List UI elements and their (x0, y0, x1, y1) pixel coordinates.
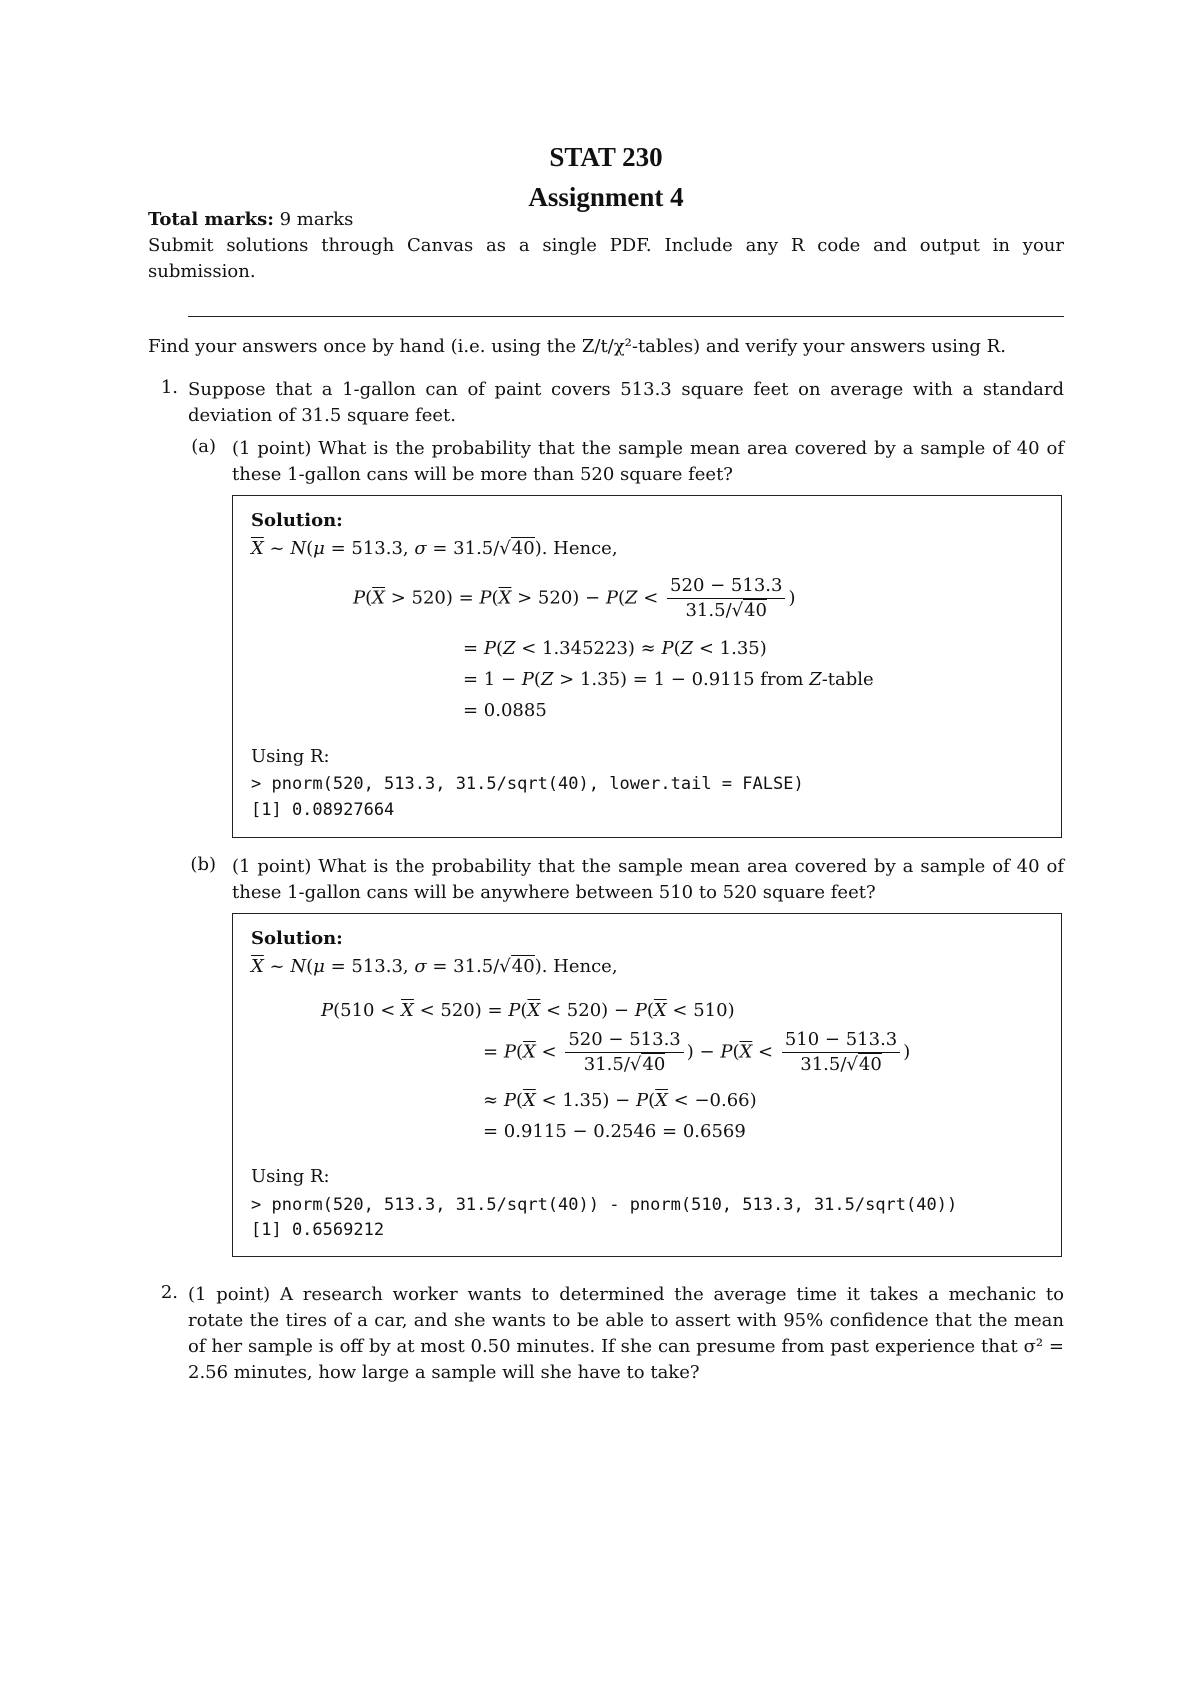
distribution-b: $\overline{X}$ ~ N(μ = 513.3, σ = 31.5/√40). Hence, (251, 956, 618, 977)
equation-a-line4: = 0.0885 (463, 700, 547, 721)
r-code-a: > pnorm(520, 513.3, 31.5/sqrt(40), lower.tail = FALSE) (251, 774, 804, 794)
solution-label-b: Solution: (251, 928, 343, 949)
separator-rule (188, 316, 1064, 317)
equation-b-line3: ≈ $P(\overline{X} < 1.35) - P(\overline{X} < -0.66)$ (483, 1090, 757, 1111)
equation-a-line1: $P(\overline{X} > 520) = P(\overline{X} > 520) - P(Z$ < $\frac{520 - 513.3}{31.5/√40}$ ) (353, 575, 796, 621)
equation-b-line4: = 0.9115 − 0.2546 = 0.6569 (483, 1121, 746, 1142)
r-output-b: [1] 0.6569212 (251, 1220, 385, 1240)
r-output-a: [1] 0.08927664 (251, 800, 395, 820)
q1a-label: (a) (191, 436, 216, 457)
equation-a-line3: = 1 − P(Z > 1.35) = 1 − 0.9115 from Z-table (463, 669, 874, 690)
q2-text: (1 point) A research worker wants to determined the average time it takes a mechanic to rotate the tires of a car, and she wants to be able to assert with 95% confidence that the mean of her sample is off by at most 0.50 minutes. If she can presume from past experience that σ² = 2.56 minutes, how large a sample will she have to take? (188, 1284, 1064, 1383)
total-marks-label: Total marks: (148, 209, 274, 230)
q1-text: Suppose that a 1-gallon can of paint covers 513.3 square feet on average with a standard deviation of 31.5 square feet. (188, 379, 1064, 426)
q1b-text: (1 point) What is the probability that the sample mean area covered by a sample of 40 of these 1-gallon cans will be anywhere between 510 to 520 square feet? (232, 856, 1064, 903)
q2-number: 2. (160, 1282, 178, 1303)
using-r-label-a: Using R: (251, 746, 330, 767)
equation-b-line2: = $P(\overline{X}$ < $\frac{520 - 513.3}{31.5/√40}$ ) − $P(\overline{X}$ < $\frac{510 - 513.3}{31.5/√40}$ ) (483, 1029, 911, 1075)
course-title: STAT 230 (549, 142, 663, 172)
using-r-label-b: Using R: (251, 1166, 330, 1187)
equation-a-line2: = P(Z < 1.345223) ≈ P(Z < 1.35) (463, 638, 767, 659)
q1-number: 1. (160, 377, 178, 398)
submission-instructions: Submit solutions through Canvas as a single PDF. Include any R code and output in your submission. (148, 235, 1064, 282)
q1a-text: (1 point) What is the probability that the sample mean area covered by a sample of 40 of these 1-gallon cans will be more than 520 square feet? (232, 438, 1064, 485)
r-code-b: > pnorm(520, 513.3, 31.5/sqrt(40)) - pnorm(510, 513.3, 31.5/sqrt(40)) (251, 1195, 958, 1215)
q1b-label: (b) (190, 854, 216, 875)
total-marks-value: 9 marks (279, 209, 354, 230)
total-marks (148, 207, 1064, 233)
equation-b-line1: $P(510 < \overline{X} < 520) = P(\overline{X} < 520) - P(\overline{X} < 510)$ (321, 1000, 735, 1021)
intro-text: Find your answers once by hand (i.e. using the Z/t/χ²-tables) and verify your answers using R. (148, 336, 1006, 357)
solution-box-a (232, 495, 1062, 838)
solution-label-a: Solution: (251, 510, 343, 531)
assignment-title: Assignment 4 (528, 182, 684, 212)
solution-box-b (232, 913, 1062, 1257)
distribution-a: $\overline{X}$ ~ N(μ = 513.3, σ = 31.5/√40). Hence, (251, 538, 618, 559)
